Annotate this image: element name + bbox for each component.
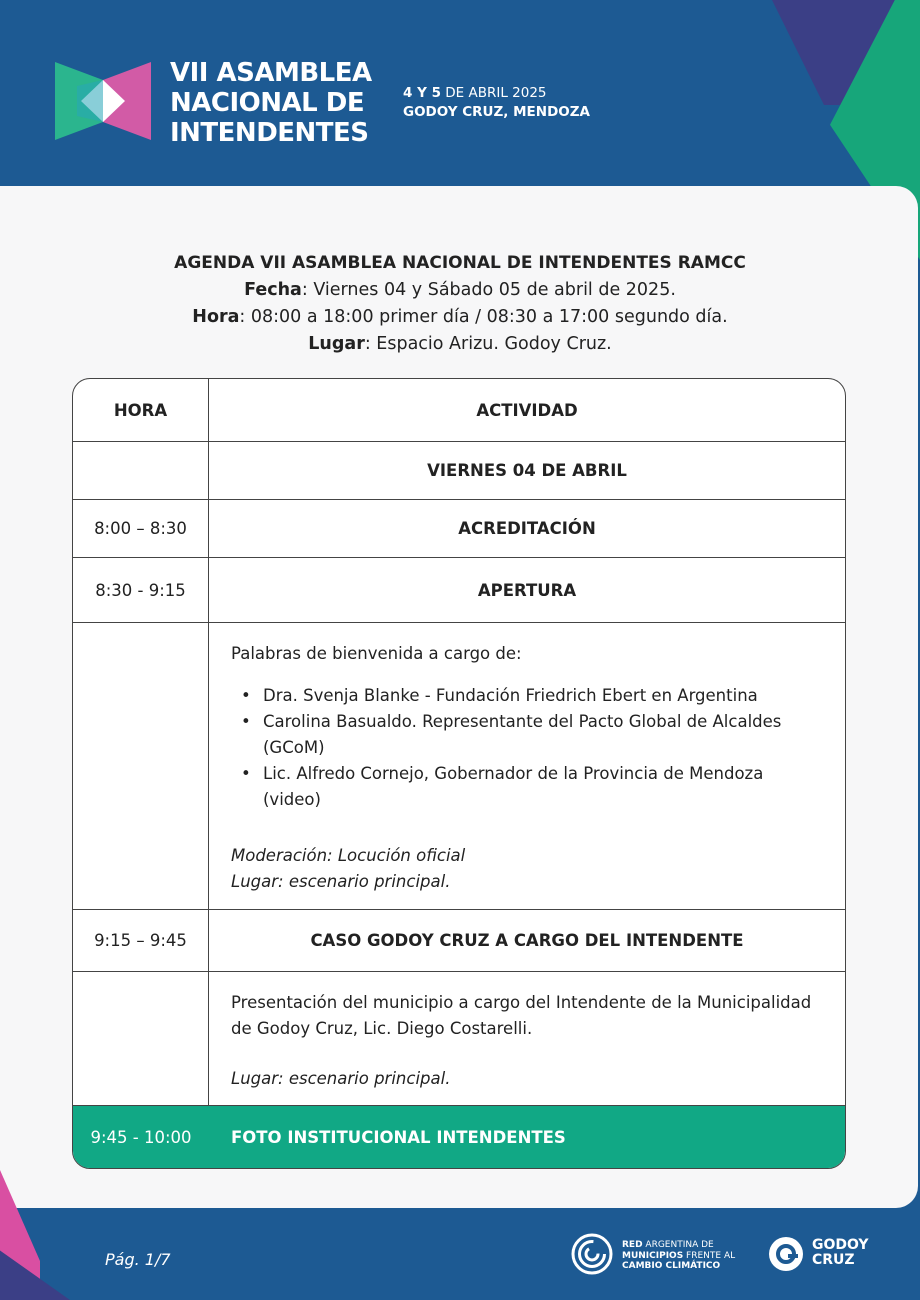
lugar-line xyxy=(0,331,920,358)
hora-line xyxy=(0,304,920,331)
location-note: Lugar: escenario principal. xyxy=(231,872,451,891)
ramcc-spiral-icon xyxy=(570,1232,614,1276)
event-title-line: VII ASAMBLEA xyxy=(170,58,372,88)
table-row-description xyxy=(73,972,845,1106)
table-cell-time: 9:45 - 10:00 xyxy=(90,1127,192,1147)
day-heading: VIERNES 04 DE ABRIL xyxy=(427,461,627,480)
description-intro: Palabras de bienvenida a cargo de: xyxy=(231,644,522,663)
speaker-list xyxy=(241,683,815,813)
table-row xyxy=(73,910,845,972)
page-number: Pág. 1/7 xyxy=(105,1250,171,1269)
fecha-line xyxy=(0,277,920,304)
lugar-value: : Espacio Arizu. Godoy Cruz. xyxy=(364,334,612,354)
table-row-day xyxy=(73,442,845,500)
list-item: • Lic. Alfredo Cornejo, Gobernador de la Provincia de Mendoza (video) xyxy=(241,761,815,813)
table-cell-time-empty xyxy=(73,972,209,1105)
table-cell-time: 8:00 – 8:30 xyxy=(73,500,209,557)
column-header-actividad: ACTIVIDAD xyxy=(476,400,578,420)
header xyxy=(0,0,920,186)
ramcc-word: MUNICIPIOS xyxy=(622,1250,684,1261)
godoy-cruz-name xyxy=(812,1238,869,1268)
list-item: • Carolina Basualdo. Representante del Pacto Global de Alcaldes (GCoM) xyxy=(241,709,815,761)
table-cell-time-empty xyxy=(73,442,209,499)
godoy-word: GODOY xyxy=(812,1237,869,1253)
table-row xyxy=(73,500,845,558)
table-cell-activity: CASO GODOY CRUZ A CARGO DEL INTENDENTE xyxy=(310,931,744,950)
ramcc-word: FRENTE AL xyxy=(683,1250,736,1261)
godoy-cruz-logo xyxy=(768,1234,888,1276)
fecha-value: : Viernes 04 y Sábado 05 de abril de 2025. xyxy=(301,280,676,300)
event-date-month: DE ABRIL 2025 xyxy=(440,85,547,101)
description-text: Presentación del municipio a cargo del Intendente de la Municipalidad de Godoy Cruz, Lic. Diego Costarelli. xyxy=(231,993,812,1038)
table-row xyxy=(73,558,845,623)
ramcc-word: CAMBIO CLIMÁTICO xyxy=(622,1261,721,1271)
ramcc-name xyxy=(622,1240,735,1272)
event-location: GODOY CRUZ, MENDOZA xyxy=(403,104,590,120)
table-cell-activity: APERTURA xyxy=(477,580,577,600)
location-note: Lugar: escenario principal. xyxy=(231,1069,451,1088)
event-title-line: INTENDENTES xyxy=(170,118,369,148)
lugar-label: Lugar xyxy=(308,334,365,354)
event-logo-icon xyxy=(55,58,151,144)
table-row-description xyxy=(73,623,845,910)
event-title xyxy=(170,58,372,148)
godoy-word: CRUZ xyxy=(812,1252,855,1268)
table-cell-activity: ACREDITACIÓN xyxy=(458,519,596,538)
moderation-note: Moderación: Locución oficial xyxy=(231,846,466,865)
agenda-intro xyxy=(0,250,920,358)
event-date-days: 4 Y 5 xyxy=(403,85,441,101)
table-cell-activity: FOTO INSTITUCIONAL INTENDENTES xyxy=(231,1127,566,1147)
ramcc-word: RED xyxy=(622,1240,643,1250)
agenda-heading: AGENDA VII ASAMBLEA NACIONAL DE INTENDENTES RAMCC xyxy=(174,253,746,273)
table-cell-time-empty xyxy=(73,623,209,909)
ramcc-word: ARGENTINA DE xyxy=(642,1240,714,1250)
godoy-cruz-emblem-icon xyxy=(768,1236,804,1272)
hora-value: : 08:00 a 18:00 primer día / 08:30 a 17:00 segundo día. xyxy=(239,307,728,327)
event-title-line: NACIONAL DE xyxy=(170,88,365,118)
activity-description xyxy=(209,972,845,1105)
ramcc-logo xyxy=(570,1232,750,1280)
list-item: • Dra. Svenja Blanke - Fundación Friedrich Ebert en Argentina xyxy=(241,683,815,709)
hora-label: Hora xyxy=(192,307,240,327)
table-cell-time: 9:15 – 9:45 xyxy=(73,910,209,971)
table-row-highlight xyxy=(73,1106,845,1168)
activity-description xyxy=(209,623,845,909)
table-cell-time: 8:30 - 9:15 xyxy=(73,558,209,622)
agenda-table xyxy=(72,378,846,1169)
column-header-hora: HORA xyxy=(73,379,209,441)
table-header-row xyxy=(73,379,845,442)
event-date-location xyxy=(403,84,590,122)
fecha-label: Fecha xyxy=(244,280,302,300)
